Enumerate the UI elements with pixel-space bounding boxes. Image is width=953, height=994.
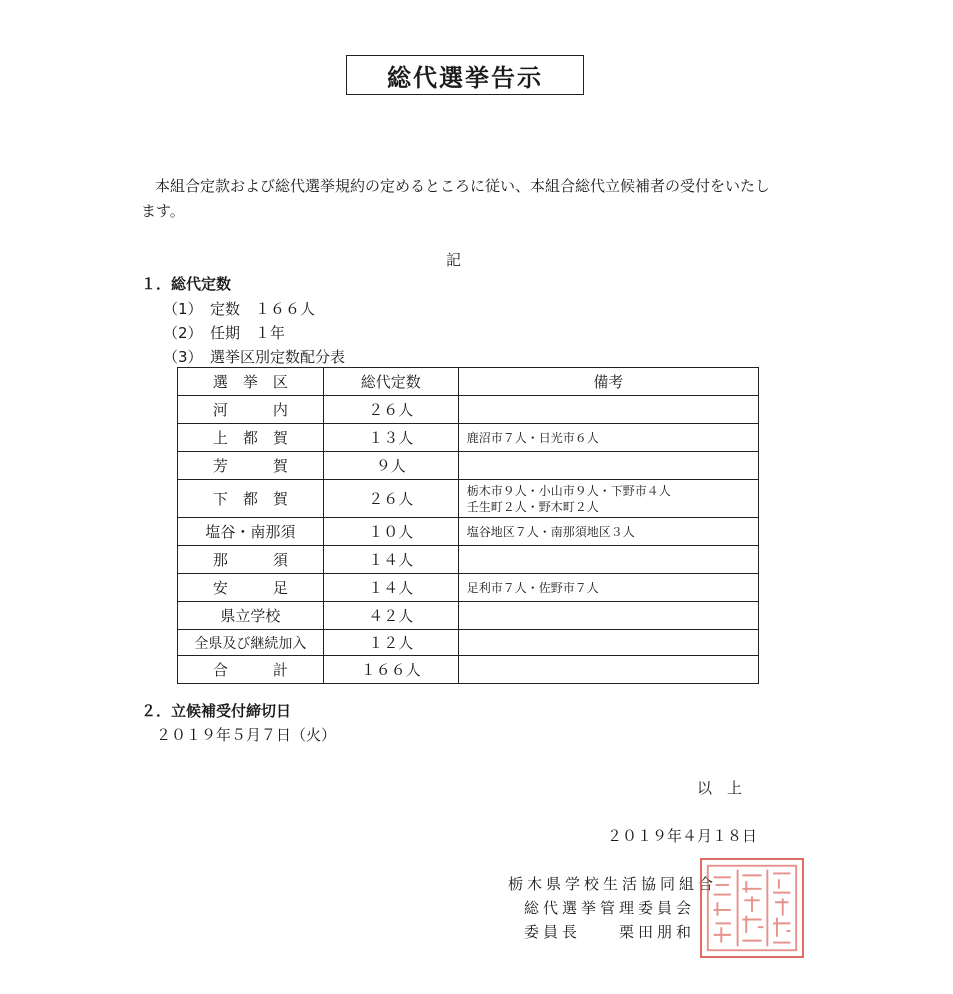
table-row — [178, 630, 759, 656]
district-cell: 県立学校 — [178, 602, 324, 630]
ki-label: 記 — [446, 251, 462, 269]
table-row — [178, 480, 759, 518]
closing-ijo: 以 上 — [697, 779, 743, 797]
table-row-total — [178, 656, 759, 684]
district-cell: 塩谷・南那須 — [178, 518, 324, 546]
table-row — [178, 424, 759, 452]
signature-organization: 栃木県学校生活協同組合 — [508, 875, 718, 893]
table-row — [178, 546, 759, 574]
district-cell: 合 計 — [178, 656, 324, 684]
remarks-cell: 塩谷地区７人・南那須地区３人 — [458, 518, 758, 546]
title-text: 総代選挙告示 — [387, 63, 543, 92]
official-seal — [700, 858, 804, 958]
quota-cell: １３人 — [323, 424, 458, 452]
section1-item-term: （2） 任期 １年 — [163, 324, 286, 342]
section1-item-table-title: （3） 選挙区別定数配分表 — [163, 348, 346, 366]
quota-cell: １２人 — [323, 630, 458, 656]
remarks-cell — [458, 656, 758, 684]
district-cell: 上 都 賀 — [178, 424, 324, 452]
district-cell: 下 都 賀 — [178, 480, 324, 518]
header-quota: 総代定数 — [323, 368, 458, 396]
district-cell: 那 須 — [178, 546, 324, 574]
section1-item-quota: （1） 定数 １６６人 — [163, 300, 316, 318]
seal-graphic — [702, 860, 802, 956]
quota-cell: １０人 — [323, 518, 458, 546]
remarks-cell: 栃木市９人・小山市９人・下野市４人 壬生町２人・野木町２人 — [458, 480, 758, 518]
quota-cell: ２６人 — [323, 396, 458, 424]
section1-heading: １．総代定数 — [141, 275, 232, 293]
district-cell: 全県及び継続加入 — [178, 630, 324, 656]
intro-paragraph: 本組合定款および総代選挙規約の定めるところに従い、本組合総代立候補者の受付をいたします。 — [141, 177, 771, 220]
table-row — [178, 518, 759, 546]
table-row — [178, 574, 759, 602]
signature-chairman: 委員長 栗田朋和 — [524, 923, 696, 941]
district-cell: 河 内 — [178, 396, 324, 424]
district-cell: 安 足 — [178, 574, 324, 602]
quota-cell: １４人 — [323, 574, 458, 602]
remarks-cell — [458, 630, 758, 656]
district-cell: 芳 賀 — [178, 452, 324, 480]
remarks-cell: 足利市７人・佐野市７人 — [458, 574, 758, 602]
header-remarks: 備考 — [458, 368, 758, 396]
table-row — [178, 396, 759, 424]
remarks-cell — [458, 396, 758, 424]
header-district: 選 挙 区 — [178, 368, 324, 396]
table-header-row — [178, 368, 759, 396]
issue-date: ２０１９年４月１８日 — [607, 827, 758, 845]
remarks-cell — [458, 452, 758, 480]
remarks-cell — [458, 546, 758, 574]
document-title — [346, 55, 584, 95]
remarks-cell — [458, 602, 758, 630]
remarks-cell: 鹿沼市７人・日光市６人 — [458, 424, 758, 452]
signature-committee: 総代選挙管理委員会 — [524, 899, 696, 917]
table-row — [178, 452, 759, 480]
quota-cell: １４人 — [323, 546, 458, 574]
section2-heading: ２．立候補受付締切日 — [141, 702, 292, 720]
quota-cell: ９人 — [323, 452, 458, 480]
quota-cell: １６６人 — [323, 656, 458, 684]
deadline-date: ２０１９年５月７日（火） — [156, 726, 337, 744]
district-quota-table — [177, 367, 759, 684]
quota-cell: ４２人 — [323, 602, 458, 630]
quota-cell: ２６人 — [323, 480, 458, 518]
table-row — [178, 602, 759, 630]
